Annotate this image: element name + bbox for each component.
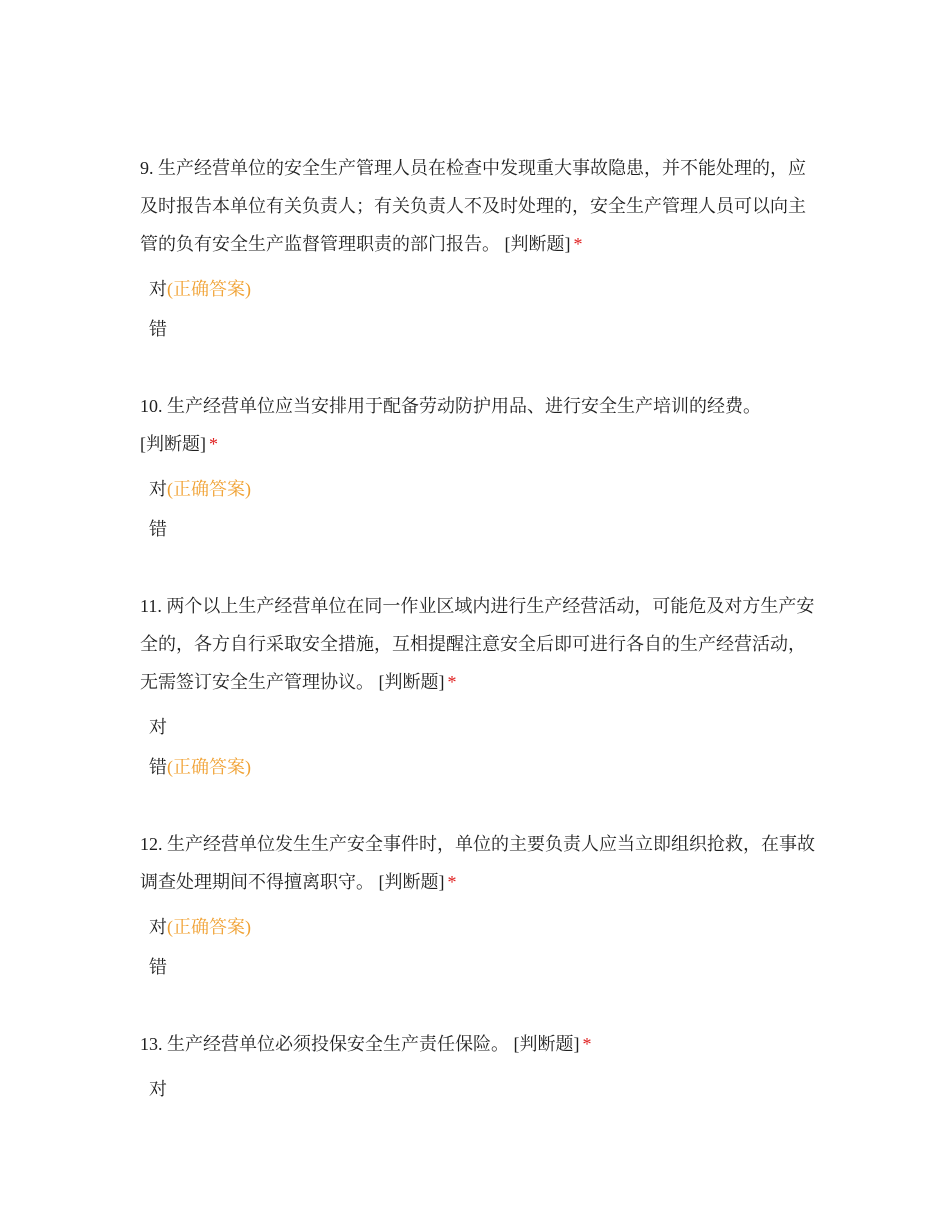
required-marker: *: [573, 234, 583, 254]
question-9: [140, 149, 820, 349]
question-type: [判断题]: [504, 234, 571, 254]
question-stem: 9. 生产经营单位的安全生产管理人员在检查中发现重大事故隐患，并不能处理的，应及时报告本单位有关负责人；有关负责人不及时处理的，安全生产管理人员可以向主管的负有安全生产监督管理职责的部门报告。: [140, 158, 806, 254]
option-true[interactable]: [140, 707, 820, 747]
option-label: 错: [149, 757, 167, 777]
question-11: [140, 587, 820, 787]
options-list: [140, 907, 820, 987]
required-marker: *: [447, 672, 457, 692]
question-type: [判断题]: [378, 672, 445, 692]
question-stem: 12. 生产经营单位发生生产安全事件时，单位的主要负责人应当立即组织抢救，在事故调查处理期间不得擅离职守。: [140, 834, 815, 892]
option-label: 对: [149, 717, 167, 737]
question-stem: 11. 两个以上生产经营单位在同一作业区域内进行生产经营活动，可能危及对方生产安全的，各方自行采取安全措施，互相提醒注意安全后即可进行各自的生产经营活动，无需签订安全生产管理协议。: [140, 596, 815, 692]
question-text: [140, 1025, 820, 1063]
option-false[interactable]: [140, 509, 820, 549]
option-false[interactable]: [140, 947, 820, 987]
question-stem: 10. 生产经营单位应当安排用于配备劳动防护用品、进行安全生产培训的经费。: [140, 396, 761, 416]
options-list: [140, 707, 820, 787]
option-false[interactable]: [140, 747, 820, 787]
question-type: [判断题]: [513, 1034, 580, 1054]
required-marker: *: [582, 1034, 592, 1054]
correct-answer-mark: (正确答案): [167, 917, 251, 937]
question-13: [140, 1025, 820, 1109]
correct-answer-mark: (正确答案): [167, 479, 251, 499]
question-text: [140, 387, 820, 463]
correct-answer-mark: (正确答案): [167, 757, 251, 777]
correct-answer-mark: (正确答案): [167, 279, 251, 299]
option-label: 错: [149, 957, 167, 977]
option-false[interactable]: [140, 309, 820, 349]
option-true[interactable]: [140, 1069, 820, 1109]
option-label: 对: [149, 1079, 167, 1099]
option-label: 对: [149, 917, 167, 937]
question-text: [140, 825, 820, 901]
options-list: [140, 1069, 820, 1109]
question-type: [判断题]: [140, 434, 206, 454]
question-text: [140, 587, 820, 701]
option-true[interactable]: [140, 469, 820, 509]
question-stem: 13. 生产经营单位必须投保安全生产责任保险。: [140, 1034, 509, 1054]
option-label: 错: [149, 319, 167, 339]
option-true[interactable]: [140, 907, 820, 947]
options-list: [140, 269, 820, 349]
options-list: [140, 469, 820, 549]
required-marker: *: [447, 872, 457, 892]
option-label: 对: [149, 279, 167, 299]
option-label: 对: [149, 479, 167, 499]
required-marker: *: [209, 434, 218, 454]
question-10: [140, 387, 820, 549]
question-12: [140, 825, 820, 987]
option-label: 错: [149, 519, 167, 539]
question-text: [140, 149, 820, 263]
question-type: [判断题]: [378, 872, 445, 892]
option-true[interactable]: [140, 269, 820, 309]
